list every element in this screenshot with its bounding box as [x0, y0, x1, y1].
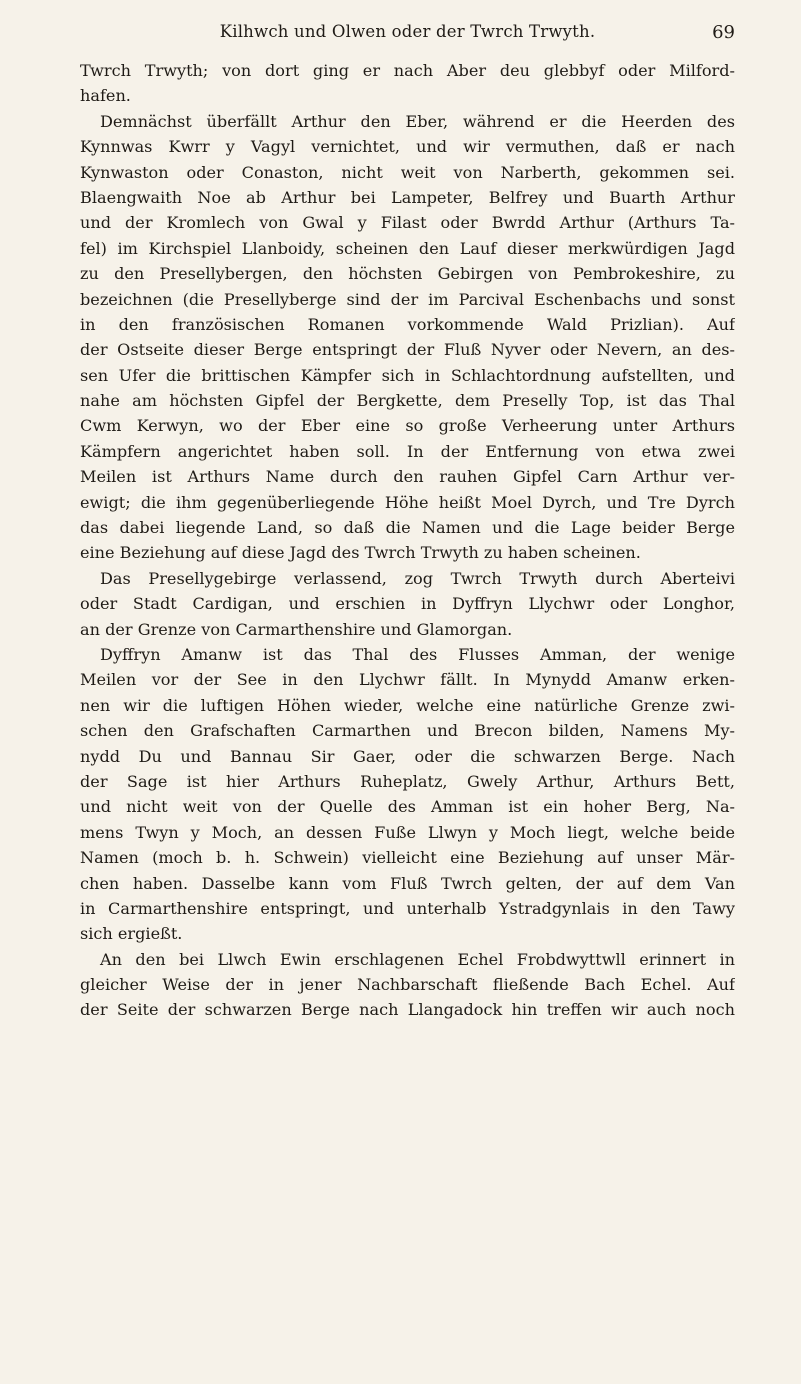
text-line: Kynnwas Kwrr y Vagyl vernichtet, und wir vermuthen, daß er nach	[80, 137, 735, 157]
text-line: Namen (moch b. h. Schwein) vielleicht eine Beziehung auf unser Mär-	[80, 848, 735, 868]
text-line: Meilen vor der See in den Llychwr fällt. In Mynydd Amanw erken-	[80, 670, 735, 690]
text-line: zu den Presellybergen, den höchsten Gebirgen von Pembrokeshire, zu	[80, 264, 735, 284]
text-line: bezeichnen (die Presellyberge sind der im Parcival Eschenbachs und sonst	[80, 289, 735, 309]
text-line: Twrch Trwyth; von dort ging er nach Aber deu glebbyf oder Milford-	[80, 61, 735, 80]
text-line: Demnächst überfällt Arthur den Eber, während er die Heerden des	[100, 111, 735, 131]
text-line: das dabei liegende Land, so daß die Namen und die Lage beider Berge	[80, 518, 735, 538]
text-line: schen den Grafschaften Carmarthen und Brecon bilden, Namens My-	[80, 721, 735, 741]
text-line: gleicher Weise der in jener Nachbarschaft fließende Bach Echel. Auf	[80, 975, 735, 995]
running-head	[80, 22, 735, 50]
text-line: und nicht weit von der Quelle des Amman ist ein hoher Berg, Na-	[80, 797, 735, 817]
text-line: sen Ufer die brittischen Kämpfer sich in Schlachtordnung aufstellten, und	[80, 365, 735, 385]
text-line: an der Grenze von Carmarthenshire und Glamorgan.	[80, 619, 513, 639]
text-line: hafen.	[80, 86, 131, 106]
text-line: ewigt; die ihm gegenüberliegende Höhe heißt Moel Dyrch, und Tre Dyrch	[80, 492, 735, 512]
text-line: Meilen ist Arthurs Name durch den rauhen Gipfel Carn Arthur ver-	[80, 467, 735, 487]
text-line: nen wir die luftigen Höhen wieder, welche eine natürliche Grenze zwi-	[80, 695, 735, 715]
text-line: Das Presellygebirge verlassend, zog Twrch Trwyth durch Aberteivi	[100, 568, 735, 588]
text-line: nahe am höchsten Gipfel der Bergkette, dem Preselly Top, ist das Thal	[80, 391, 735, 411]
text-line: eine Beziehung auf diese Jagd des Twrch Trwyth zu haben scheinen.	[80, 543, 641, 563]
text-line: der Sage ist hier Arthurs Ruheplatz, Gwely Arthur, Arthurs Bett,	[80, 771, 735, 791]
text-line: und der Kromlech von Gwal y Filast oder Bwrdd Arthur (Arthurs Ta-	[80, 213, 735, 233]
text-line: Dyffryn Amanw ist das Thal des Flusses Amman, der wenige	[100, 644, 735, 664]
text-line: Kynwaston oder Conaston, nicht weit von Narberth, gekommen sei.	[80, 162, 735, 182]
text-line: chen haben. Dasselbe kann vom Fluß Twrch gelten, der auf dem Van	[80, 873, 735, 893]
text-line: An den bei Llwch Ewin erschlagenen Echel Frobdwyttwll erinnert in	[100, 949, 735, 969]
text-line: Cwm Kerwyn, wo der Eber eine so große Verheerung unter Arthurs	[80, 416, 735, 436]
text-line: Kämpfern angerichtet haben soll. In der Entfernung von etwa zwei	[80, 441, 735, 461]
body-text	[80, 58, 735, 1023]
text-line: mens Twyn y Moch, an dessen Fuße Llwyn y Moch liegt, welche beide	[80, 822, 735, 842]
running-title: Kilhwch und Olwen oder der Twrch Trwyth.	[219, 22, 596, 41]
page-number: 69	[712, 22, 735, 43]
text-line: sich ergießt.	[80, 924, 183, 944]
text-line: fel) im Kirchspiel Llanboidy, scheinen den Lauf dieser merkwürdigen Jagd	[80, 238, 735, 258]
text-line: nydd Du und Bannau Sir Gaer, oder die schwarzen Berge. Nach	[80, 746, 735, 766]
text-line: der Seite der schwarzen Berge nach Llangadock hin treffen wir auch noch	[80, 1000, 735, 1020]
text-line: der Ostseite dieser Berge entspringt der Fluß Nyver oder Nevern, an des-	[80, 340, 735, 360]
text-line: oder Stadt Cardigan, und erschien in Dyffryn Llychwr oder Longhor,	[80, 594, 735, 614]
text-line: in den französischen Romanen vorkommende Wald Prizlian). Auf	[80, 314, 735, 334]
text-line: in Carmarthenshire entspringt, und unterhalb Ystradgynlais in den Tawy	[80, 898, 735, 918]
text-line: Blaengwaith Noe ab Arthur bei Lampeter, Belfrey und Buarth Arthur	[80, 187, 735, 207]
